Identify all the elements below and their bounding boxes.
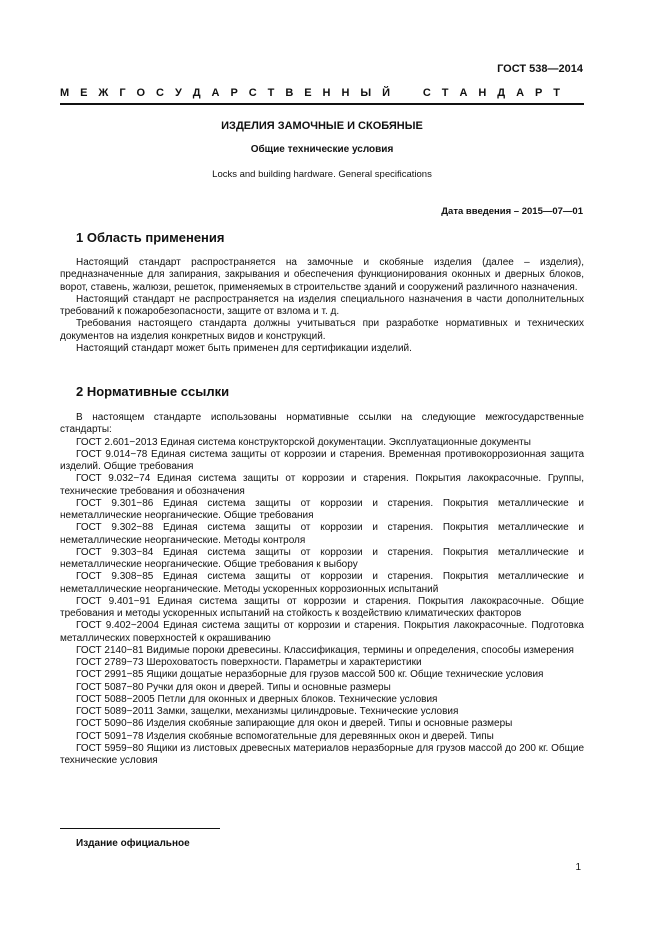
banner-letter: Д [497, 87, 506, 99]
document-subtitle: Общие технические условия [250, 144, 394, 155]
paragraph: ГОСТ 5090−86 Изделия скобяные запирающие для окон и дверей. Типы и основные размеры [76, 718, 513, 730]
document-title: ИЗДЕЛИЯ ЗАМОЧНЫЕ И СКОБЯНЫЕ [221, 120, 423, 132]
banner-letter: С [248, 87, 257, 99]
footer-rule [60, 828, 220, 829]
banner-letter: А [516, 87, 525, 99]
banner-letter: А [211, 87, 220, 99]
paragraph: Настоящий стандарт может быть применен для сертификации изделий. [76, 342, 412, 354]
paragraph: ГОСТ 9.301−86 Единая система защиты от коррозии и старения. Покрытия металлические и неметаллические неорганические. Общие требования [60, 497, 584, 521]
banner-letter: У [174, 87, 182, 99]
banner-letter: Ы [360, 87, 372, 99]
standard-banner [60, 87, 560, 99]
paragraph: ГОСТ 9.402−2004 Единая система защиты от коррозии и старения. Покрытия лакокрасочные. Подготовка металлических поверхностей к окрашиванию [60, 620, 584, 644]
document-code: ГОСТ 538—2014 [497, 63, 583, 75]
paragraph: ГОСТ 5087−80 Ручки для окон и дверей. Типы и основные размеры [76, 681, 391, 693]
paragraph: ГОСТ 5959−80 Ящики из листовых древесных материалов неразборные для грузов массой до 200 кг. Общие технические условия [60, 742, 584, 766]
paragraph: ГОСТ 2991−85 Ящики дощатые неразборные для грузов массой 500 кг. Общие технические условия [76, 669, 544, 681]
paragraph: ГОСТ 2140−81 Видимые пороки древесины. Классификация, термины и определения, способы измерения [76, 644, 574, 656]
page-number: 1 [575, 862, 581, 873]
paragraph: ГОСТ 2.601−2013 Единая система конструкторской документации. Эксплуатационные документы [76, 436, 531, 448]
paragraph: ГОСТ 9.014−78 Единая система защиты от коррозии и старения. Временная противокоррозионная защита изделий. Общие требования [60, 448, 584, 472]
banner-letter: Т [441, 87, 449, 99]
banner-letter: Ж [98, 87, 109, 99]
english-title: Locks and building hardware. General specifications [212, 169, 432, 180]
paragraph: Требования настоящего стандарта должны учитываться при разработке нормативных и технических документов на изделия конкретных видов и конструкций. [60, 318, 584, 342]
section-2-body [60, 412, 584, 767]
section-1-body [60, 257, 584, 355]
banner-letter: М [60, 87, 70, 99]
paragraph: ГОСТ 9.303−84 Единая система защиты от коррозии и старения. Покрытия металлические и неметаллические неорганические. Общие требования к выбору [60, 546, 584, 570]
header-rule [60, 103, 584, 105]
section-1-heading: 1 Область применения [76, 230, 225, 245]
section-2-heading: 2 Нормативные ссылки [76, 384, 230, 399]
paragraph: ГОСТ 9.401−91 Единая система защиты от коррозии и старения. Покрытия лакокрасочные. Общие требования и методы ускоренных испытаний на стойкость к воздействию климатических факторов [60, 595, 584, 619]
paragraph: ГОСТ 5091−78 Изделия скобяные вспомогательные для деревянных окон и дверей. Типы [76, 730, 494, 742]
paragraph: ГОСТ 9.302−88 Единая система защиты от коррозии и старения. Покрытия металлические и неметаллические неорганические. Методы контроля [60, 522, 584, 546]
banner-letter: С [422, 87, 431, 99]
paragraph: Настоящий стандарт не распространяется на изделия специального назначения в части дополнительных требований к пожаробезопасности, защите от взлома и т. д. [60, 293, 584, 317]
paragraph: В настоящем стандарте использованы нормативные ссылки на следующие межгосударственные стандарты: [60, 412, 584, 436]
banner-letter: Р [230, 87, 238, 99]
banner-letter: Е [304, 87, 312, 99]
banner-letter: О [136, 87, 146, 99]
banner-letter: Н [478, 87, 487, 99]
banner-letter [401, 87, 412, 99]
banner-letter: Т [553, 87, 560, 99]
banner-letter: Н [322, 87, 331, 99]
paragraph: ГОСТ 5089−2011 Замки, защелки, механизмы цилиндровые. Технические условия [76, 706, 459, 717]
banner-letter: А [459, 87, 468, 99]
paragraph: ГОСТ 5088−2005 Петли для оконных и дверных блоков. Технические условия [76, 693, 438, 705]
banner-letter: Т [267, 87, 275, 99]
banner-letter: Е [80, 87, 88, 99]
introduction-date: Дата введения – 2015—07—01 [441, 206, 583, 217]
banner-letter: С [156, 87, 164, 99]
banner-letter: В [285, 87, 294, 99]
official-edition-label: Издание официальное [76, 838, 190, 849]
banner-letter: Р [534, 87, 543, 99]
banner-letter: Г [119, 87, 126, 99]
paragraph: Настоящий стандарт распространяется на замочные и скобяные изделия (далее – изделия), предназначенные для запирания, закрывания и обеспечения функционирования оконных и дверных блоков, ворот, ставень, жалюзи, решеток, применяемых в строительстве зданий и сооружений различного назначения. [60, 257, 584, 293]
paragraph: ГОСТ 2789−73 Шероховатость поверхности. Параметры и характеристики [76, 657, 422, 668]
paragraph: ГОСТ 9.032−74 Единая система защиты от коррозии и старения. Покрытия лакокрасочные. Группы, технические требования и обозначения [60, 473, 584, 497]
banner-letter: Д [192, 87, 201, 99]
paragraph: ГОСТ 9.308−85 Единая система защиты от коррозии и старения. Покрытия металлические и неметаллические неорганические. Методы ускоренных коррозионных испытаний [60, 571, 584, 595]
banner-letter: Н [341, 87, 350, 99]
banner-letter: Й [382, 87, 390, 99]
